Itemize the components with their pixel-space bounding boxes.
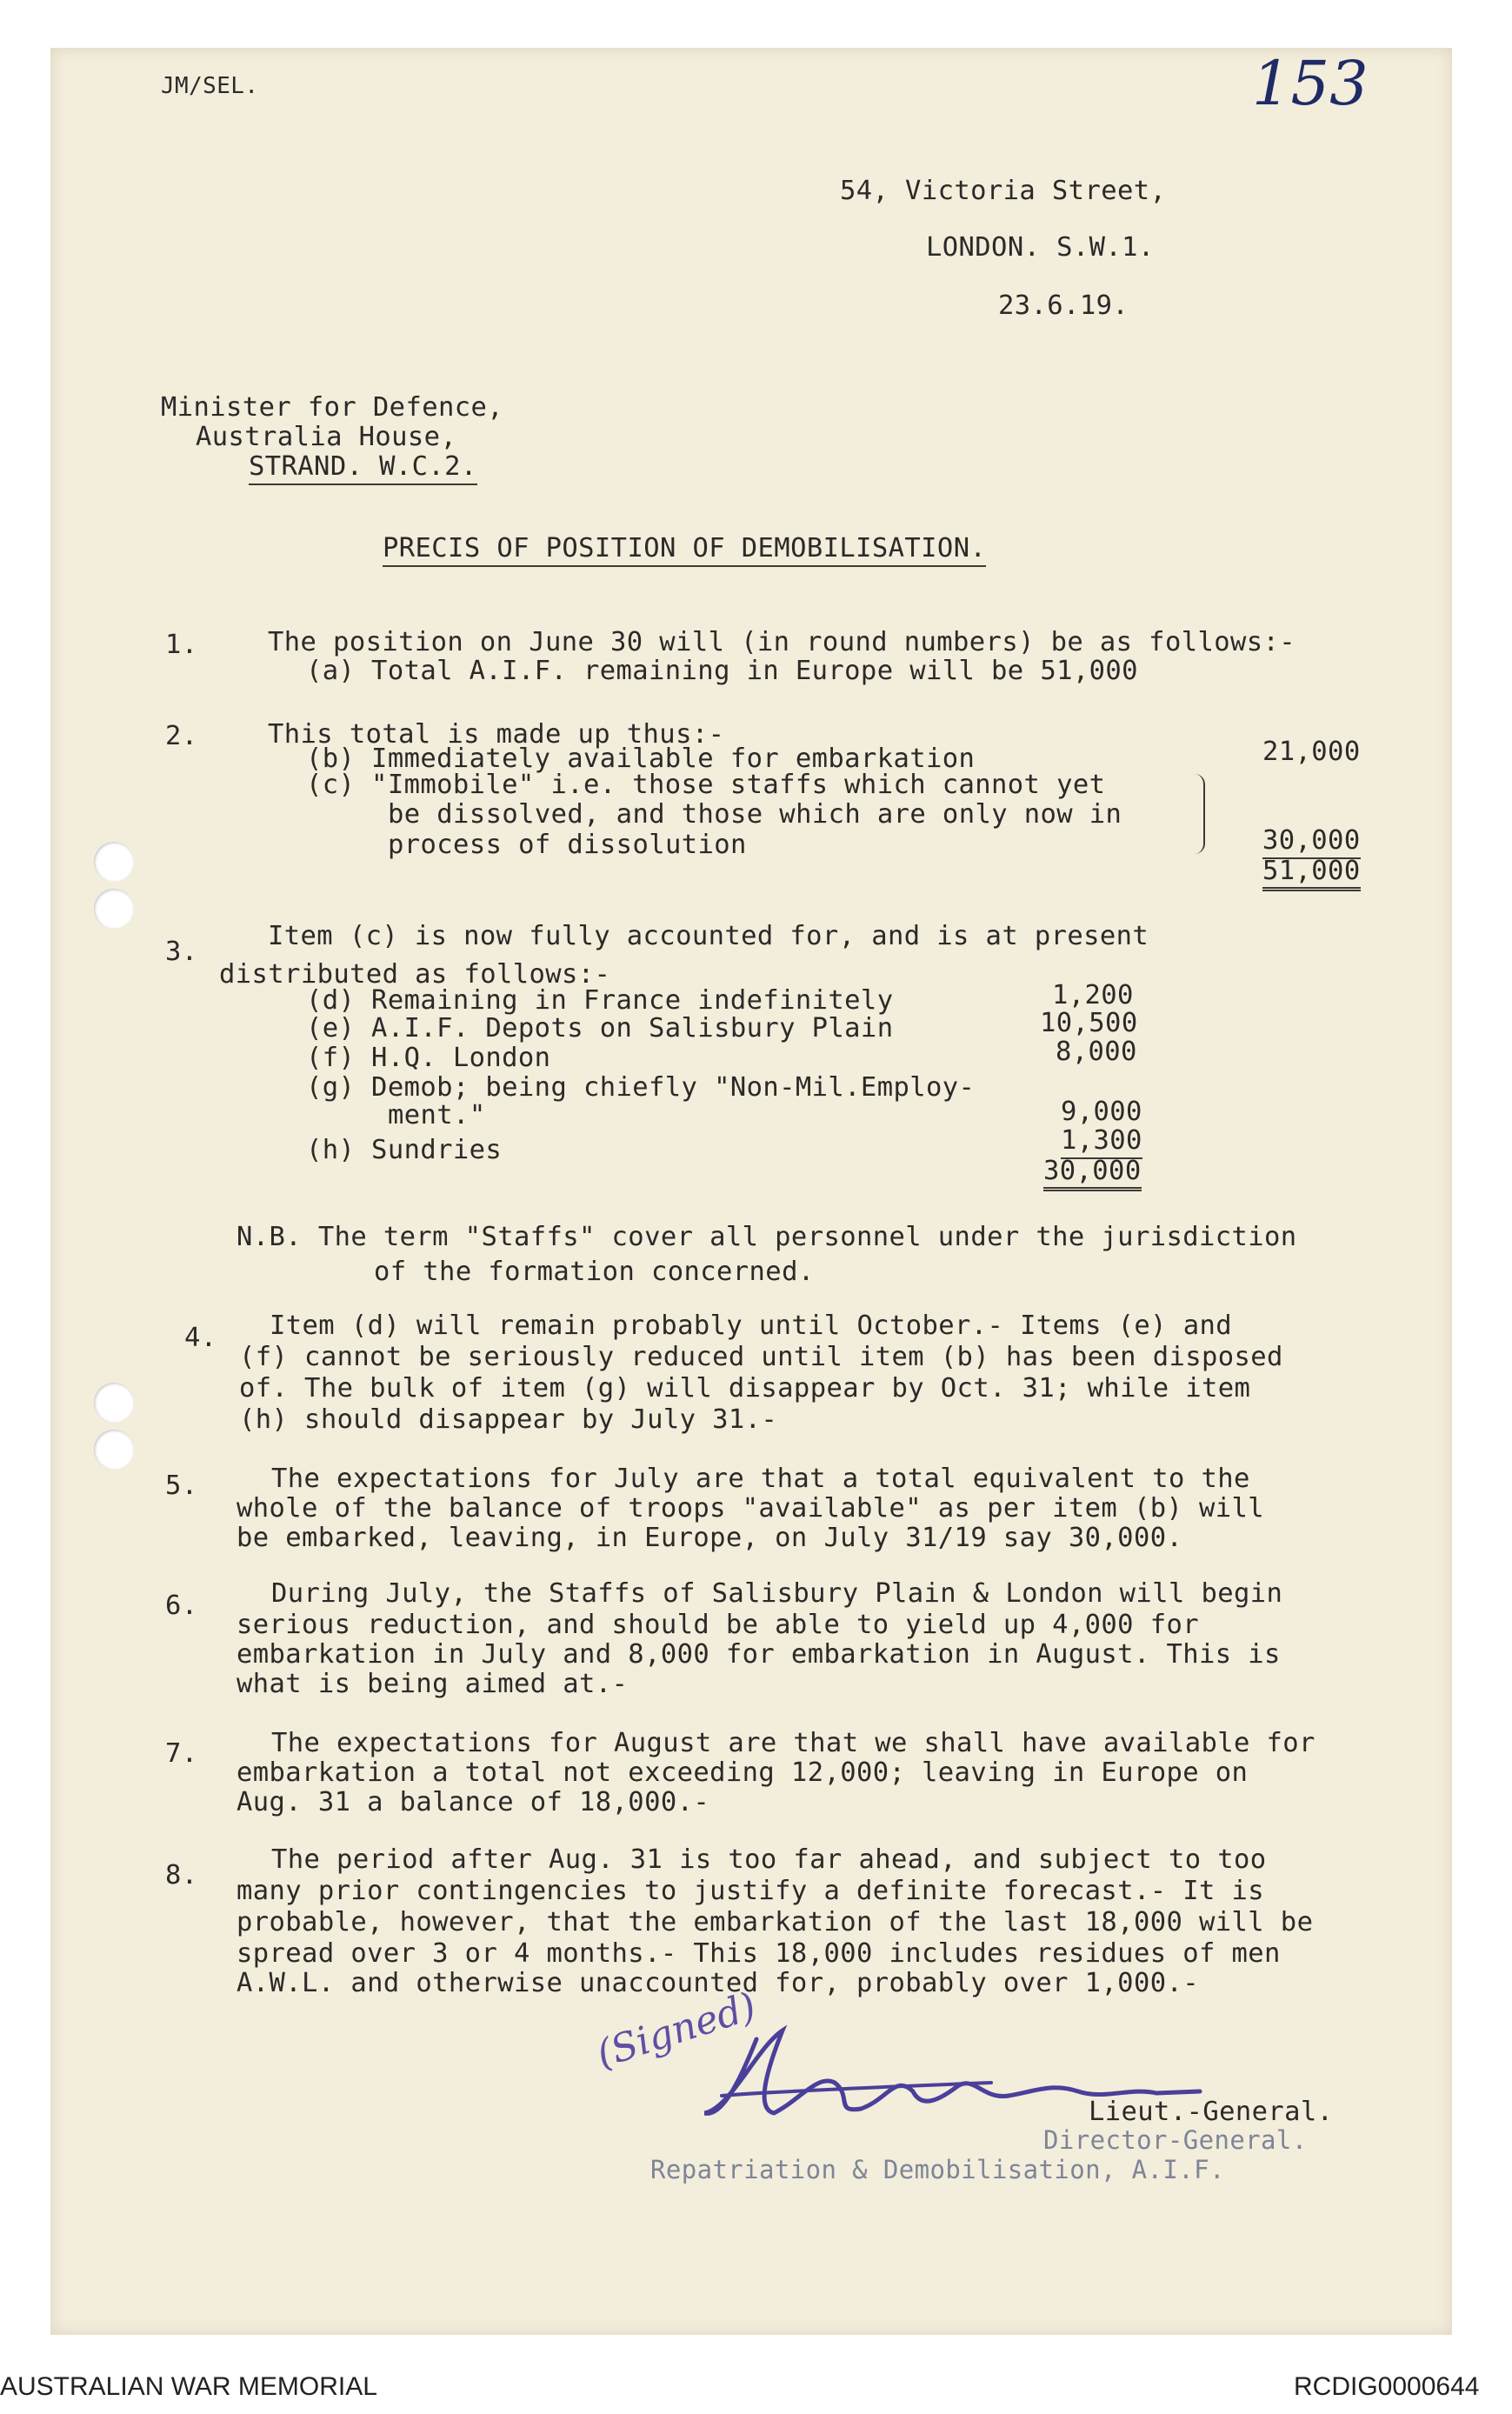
address-street: 54, Victoria Street, bbox=[840, 176, 1167, 206]
folio-number: 153 bbox=[1252, 48, 1369, 119]
para-7-line: embarkation a total not exceeding 12,000; leaving in Europe on bbox=[236, 1757, 1249, 1788]
signatory-position: Director-General. bbox=[1043, 2125, 1308, 2155]
para-1-line: The position on June 30 will (in round numbers) be as follows:- bbox=[268, 627, 1296, 657]
recipient-line-1: Minister for Defence, bbox=[161, 392, 504, 423]
para-8-line: probable, however, that the embarkation of the last 18,000 will be bbox=[236, 1907, 1314, 1937]
para-1-line: (a) Total A.I.F. remaining in Europe will be 51,000 bbox=[306, 656, 1138, 686]
letter-date: 23.6.19. bbox=[998, 290, 1129, 321]
footer-left: AUSTRALIAN WAR MEMORIAL bbox=[0, 2372, 377, 2401]
file-reference: JM/SEL. bbox=[161, 73, 259, 99]
item-b-label: (b) Immediately available for embarkation bbox=[306, 744, 976, 774]
para-5-number: 5. bbox=[165, 1470, 198, 1501]
nb-note: of the formation concerned. bbox=[374, 1257, 815, 1287]
para-7-line: Aug. 31 a balance of 18,000.- bbox=[236, 1787, 710, 1817]
para-4-line: (h) should disappear by July 31.- bbox=[239, 1404, 778, 1435]
para-6-line: what is being aimed at.- bbox=[236, 1669, 629, 1699]
para-4-line: Item (d) will remain probably until October.- Items (e) and bbox=[270, 1310, 1232, 1341]
punch-hole bbox=[94, 1430, 134, 1470]
para-1-number: 1. bbox=[165, 630, 198, 660]
para-4-number: 4. bbox=[184, 1323, 217, 1353]
item-g-label: ment." bbox=[388, 1100, 486, 1130]
footer-right: RCDIG0000644 bbox=[1294, 2372, 1480, 2401]
signed-stamp: (Signed) bbox=[591, 1984, 762, 2077]
item-c-line: (c) "Immobile" i.e. those staffs which cannot yet bbox=[306, 770, 1106, 800]
recipient-line-3: STRAND. W.C.2. bbox=[249, 452, 477, 485]
para-3-total: 30,000 bbox=[1043, 1157, 1142, 1191]
item-e-value: 10,500 bbox=[1040, 1008, 1138, 1038]
para-5-line: whole of the balance of troops "available" as per item (b) will bbox=[236, 1493, 1265, 1524]
para-8-line: The period after Aug. 31 is too far ahead, and subject to too bbox=[271, 1844, 1267, 1875]
item-c-value: 30,000 bbox=[1262, 826, 1361, 859]
item-h-label: (h) Sundries bbox=[306, 1135, 503, 1165]
para-3-line: Item (c) is now fully accounted for, and is at present bbox=[268, 921, 1149, 951]
para-7-number: 7. bbox=[165, 1738, 198, 1769]
punch-hole bbox=[94, 842, 134, 882]
para-4-line: of. The bulk of item (g) will disappear by Oct. 31; while item bbox=[239, 1373, 1251, 1404]
para-6-line: serious reduction, and should be able to yield up 4,000 for bbox=[236, 1610, 1199, 1640]
para-5-line: be embarked, leaving, in Europe, on July 31/19 say 30,000. bbox=[236, 1523, 1183, 1553]
para-8-line: many prior contingencies to justify a definite forecast.- It is bbox=[236, 1876, 1265, 1906]
item-h-value: 1,300 bbox=[1061, 1126, 1142, 1159]
para-8-number: 8. bbox=[165, 1860, 198, 1891]
item-f-value: 8,000 bbox=[1056, 1037, 1137, 1067]
para-2-number: 2. bbox=[165, 721, 198, 751]
para-2-total: 51,000 bbox=[1262, 857, 1361, 891]
bracket bbox=[1191, 774, 1205, 854]
para-8-line: A.W.L. and otherwise unaccounted for, probably over 1,000.- bbox=[236, 1968, 1199, 1998]
item-c-line: be dissolved, and those which are only now in bbox=[388, 799, 1122, 830]
para-3-line: distributed as follows:- bbox=[219, 959, 611, 990]
nb-note: N.B. The term "Staffs" cover all personnel under the jurisdiction bbox=[236, 1222, 1297, 1252]
para-6-line: During July, the Staffs of Salisbury Plain & London will begin bbox=[271, 1578, 1283, 1609]
para-4-line: (f) cannot be seriously reduced until item (b) has been disposed bbox=[239, 1342, 1283, 1372]
punch-hole bbox=[94, 1383, 134, 1423]
para-7-line: The expectations for August are that we shall have available for bbox=[271, 1728, 1316, 1758]
item-f-label: (f) H.Q. London bbox=[306, 1043, 551, 1073]
signatory-rank: Lieut.-General. bbox=[1089, 2097, 1334, 2127]
para-6-number: 6. bbox=[165, 1590, 198, 1621]
address-city: LONDON. S.W.1. bbox=[926, 232, 1155, 263]
item-g-value: 9,000 bbox=[1061, 1097, 1142, 1127]
recipient-line-2: Australia House, bbox=[196, 422, 457, 452]
para-5-line: The expectations for July are that a total equivalent to the bbox=[271, 1464, 1250, 1494]
para-8-line: spread over 3 or 4 months.- This 18,000 includes residues of men bbox=[236, 1938, 1281, 1969]
item-c-line: process of dissolution bbox=[388, 830, 747, 860]
para-2-intro: This total is made up thus:- bbox=[268, 719, 725, 750]
item-b-value: 21,000 bbox=[1262, 737, 1361, 767]
para-3-number: 3. bbox=[165, 937, 198, 967]
document-title: PRECIS OF POSITION OF DEMOBILISATION. bbox=[383, 534, 986, 567]
item-e-label: (e) A.I.F. Depots on Salisbury Plain bbox=[306, 1013, 894, 1044]
item-d-value: 1,200 bbox=[1052, 980, 1134, 1010]
signatory-department: Repatriation & Demobilisation, A.I.F. bbox=[650, 2155, 1225, 2184]
para-6-line: embarkation in July and 8,000 for embarkation in August. This is bbox=[236, 1639, 1281, 1670]
punch-hole bbox=[94, 889, 134, 929]
item-g-label: (g) Demob; being chiefly "Non-Mil.Employ- bbox=[306, 1072, 976, 1103]
item-d-label: (d) Remaining in France indefinitely bbox=[306, 985, 894, 1016]
